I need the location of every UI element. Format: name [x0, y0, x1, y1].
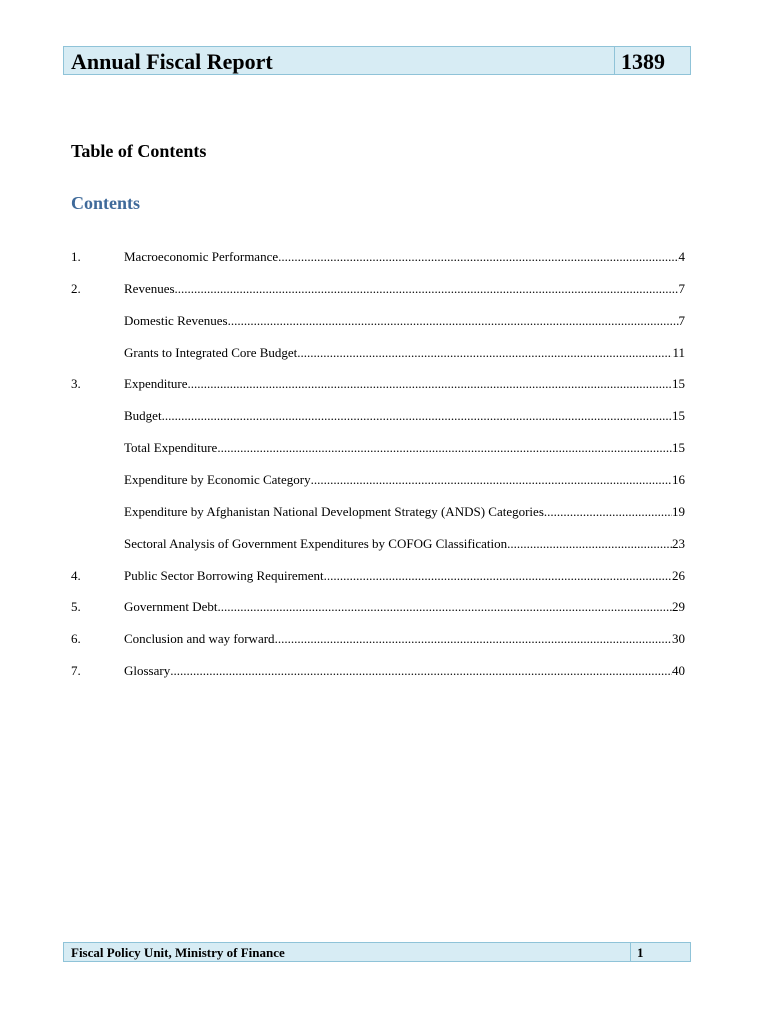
- toc-entry-line: [124, 248, 685, 266]
- toc-entry-title: Macroeconomic Performance: [124, 249, 279, 264]
- toc-entry-page: 15: [672, 376, 685, 391]
- toc-entry-page: 15: [672, 440, 685, 455]
- toc-entry-page: 7: [678, 313, 685, 328]
- footer-divider: [630, 943, 631, 961]
- toc-entry-line: [124, 312, 685, 330]
- toc-entry-title: Government Debt: [124, 599, 218, 614]
- toc-dot-leader: [217, 439, 672, 457]
- toc-entry[interactable]: [71, 280, 685, 298]
- toc-entry-title: Glossary: [124, 663, 171, 678]
- toc-entry-number: 6.: [71, 631, 81, 646]
- toc-entry-title: Domestic Revenues: [124, 313, 228, 328]
- toc-entry-title: Sectoral Analysis of Government Expenditures by COFOG Classification: [124, 536, 508, 551]
- toc-entry-page: 16: [672, 472, 685, 487]
- toc-entry-page: 26: [672, 568, 685, 583]
- toc-dot-leader: [311, 471, 672, 489]
- toc-dot-leader: [188, 375, 672, 393]
- toc-entry-title: Budget: [124, 408, 162, 423]
- toc-entry-number: 5.: [71, 599, 81, 614]
- toc-entry-number: 7.: [71, 663, 81, 678]
- toc-entry[interactable]: [71, 503, 685, 521]
- toc-entry-line: [124, 344, 685, 362]
- footer-text: Fiscal Policy Unit, Ministry of Finance: [71, 945, 285, 960]
- toc-entry-line: [124, 407, 685, 425]
- toc-entry-page: 15: [672, 408, 685, 423]
- toc-entry-title: Conclusion and way forward: [124, 631, 275, 646]
- toc-entry-title: Revenues: [124, 281, 175, 296]
- toc-entry-title: Total Expenditure: [124, 440, 218, 455]
- toc-entry-page: 29: [672, 599, 685, 614]
- toc-entry-line: [124, 471, 685, 489]
- contents-heading: Contents: [71, 193, 141, 213]
- toc-entry-page: 23: [672, 536, 685, 551]
- toc-entry-line: [124, 535, 685, 553]
- toc-dot-leader: [278, 248, 678, 266]
- toc-dot-leader: [162, 407, 672, 425]
- toc-entry-page: 11: [672, 345, 685, 360]
- toc-entry[interactable]: [71, 344, 685, 362]
- toc-entry[interactable]: [71, 407, 685, 425]
- toc-entry[interactable]: [71, 248, 685, 266]
- toc-entry-line: [124, 662, 685, 680]
- toc-entry-title: Expenditure by Economic Category: [124, 472, 311, 487]
- toc-dot-leader: [324, 567, 672, 585]
- toc-entry-page: 30: [672, 631, 685, 646]
- toc-entry-line: [124, 280, 685, 298]
- toc-entry-title: Public Sector Borrowing Requirement: [124, 568, 324, 583]
- toc-dot-leader: [228, 312, 679, 330]
- toc-entry-line: [124, 567, 685, 585]
- toc-dot-leader: [297, 344, 672, 362]
- toc-entry-page: 7: [678, 281, 685, 296]
- page-footer: [63, 942, 691, 962]
- toc-entry[interactable]: [71, 662, 685, 680]
- toc-dot-leader: [175, 280, 679, 298]
- toc-dot-leader: [507, 535, 672, 553]
- toc-entry[interactable]: [71, 535, 685, 553]
- toc-dot-leader: [218, 598, 672, 616]
- toc-entry[interactable]: [71, 375, 685, 393]
- toc-entry-title: Expenditure by Afghanistan National Development Strategy (ANDS) Categories: [124, 504, 544, 519]
- report-title: Annual Fiscal Report: [71, 49, 273, 74]
- report-year: 1389: [621, 49, 665, 74]
- toc-dot-leader: [544, 503, 672, 521]
- toc-dot-leader: [170, 662, 672, 680]
- toc-entry-page: 4: [678, 249, 685, 264]
- toc-entry-number: 1.: [71, 249, 81, 264]
- toc-entry-line: [124, 375, 685, 393]
- toc-entry[interactable]: [71, 312, 685, 330]
- toc-entry-number: 3.: [71, 376, 81, 391]
- toc-entry-number: 4.: [71, 568, 81, 583]
- toc-entry[interactable]: [71, 567, 685, 585]
- table-of-contents-heading: Table of Contents: [71, 141, 207, 161]
- toc-entry-line: [124, 503, 685, 521]
- toc-entry-page: 19: [672, 504, 685, 519]
- toc-entry-number: 2.: [71, 281, 81, 296]
- footer-page-number: 1: [637, 945, 644, 960]
- toc-entry[interactable]: [71, 471, 685, 489]
- toc-entry-title: Grants to Integrated Core Budget: [124, 345, 298, 360]
- toc-entry-page: 40: [672, 663, 685, 678]
- toc-entry-line: [124, 598, 685, 616]
- toc-dot-leader: [275, 630, 672, 648]
- toc-entry[interactable]: [71, 630, 685, 648]
- toc-entry-line: [124, 630, 685, 648]
- toc-entry-line: [124, 439, 685, 457]
- toc-entry-title: Expenditure: [124, 376, 188, 391]
- toc-entry[interactable]: [71, 439, 685, 457]
- toc-entry[interactable]: [71, 598, 685, 616]
